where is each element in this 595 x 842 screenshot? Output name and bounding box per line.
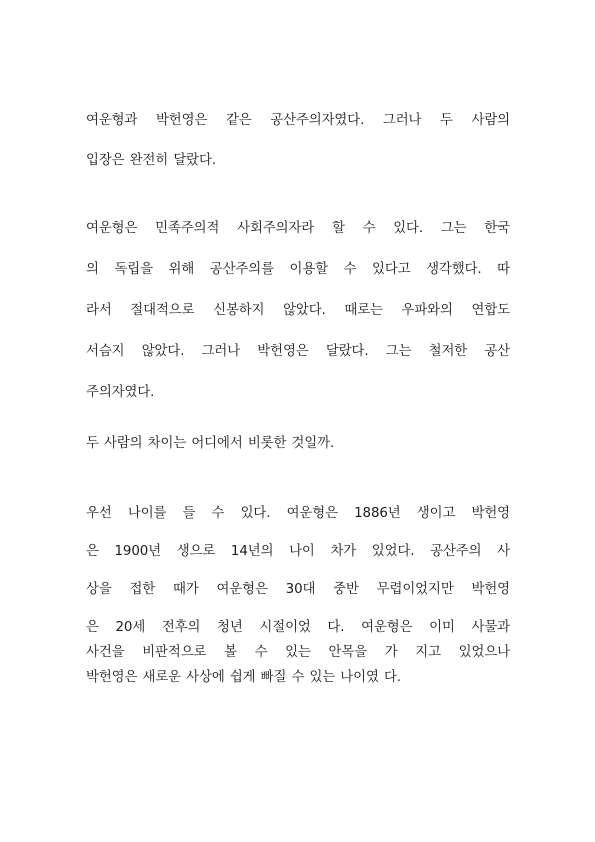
- paragraph-age-difference: [86, 502, 510, 690]
- text-line: 여운형과 박헌영은 같은 공산주의자였다. 그러나 두 사람의: [86, 113, 510, 128]
- text-line: 의 독립을 위해 공산주의를 이용할 수 있다고 생각했다. 따: [86, 262, 510, 277]
- text-line: 박헌영은 새로운 사상에 쉽게 빠질 수 있는 나이였 다.: [86, 670, 401, 685]
- text-line: 은 1900년 생으로 14년의 나이 차가 있었다. 공산주의 사: [86, 544, 510, 559]
- text-line: 우선 나이를 들 수 있다. 여운형은 1886년 생이고 박헌영: [86, 506, 510, 521]
- text-line: 주의자였다.: [86, 385, 155, 400]
- text-line: 상을 접한 때가 여운형은 30대 중반 무렵이었지만 박헌영: [86, 582, 510, 597]
- text-line: 라서 절대적으로 신봉하지 않았다. 때로는 우파와의 연합도: [86, 303, 510, 318]
- text-line: 두 사람의 차이는 어디에서 비롯한 것일까.: [86, 436, 335, 451]
- paragraph-question: [86, 432, 510, 456]
- text-line: 은 20세 전후의 청년 시절이었 다. 여운형은 이미 사물과: [86, 620, 510, 635]
- paragraph-yeo-unhyeong: [86, 217, 510, 405]
- text-line: 서슴지 않았다. 그러나 박헌영은 달랐다. 그는 철저한 공산: [86, 344, 510, 359]
- text-line: 입장은 완전히 달랐다.: [86, 153, 216, 168]
- text-line: 사건을 비판적으로 볼 수 있는 안목을 가 지고 있었으나: [86, 645, 510, 660]
- paragraph-intro: [86, 109, 510, 173]
- text-line: 여운형은 민족주의적 사회주의자라 할 수 있다. 그는 한국: [86, 221, 510, 236]
